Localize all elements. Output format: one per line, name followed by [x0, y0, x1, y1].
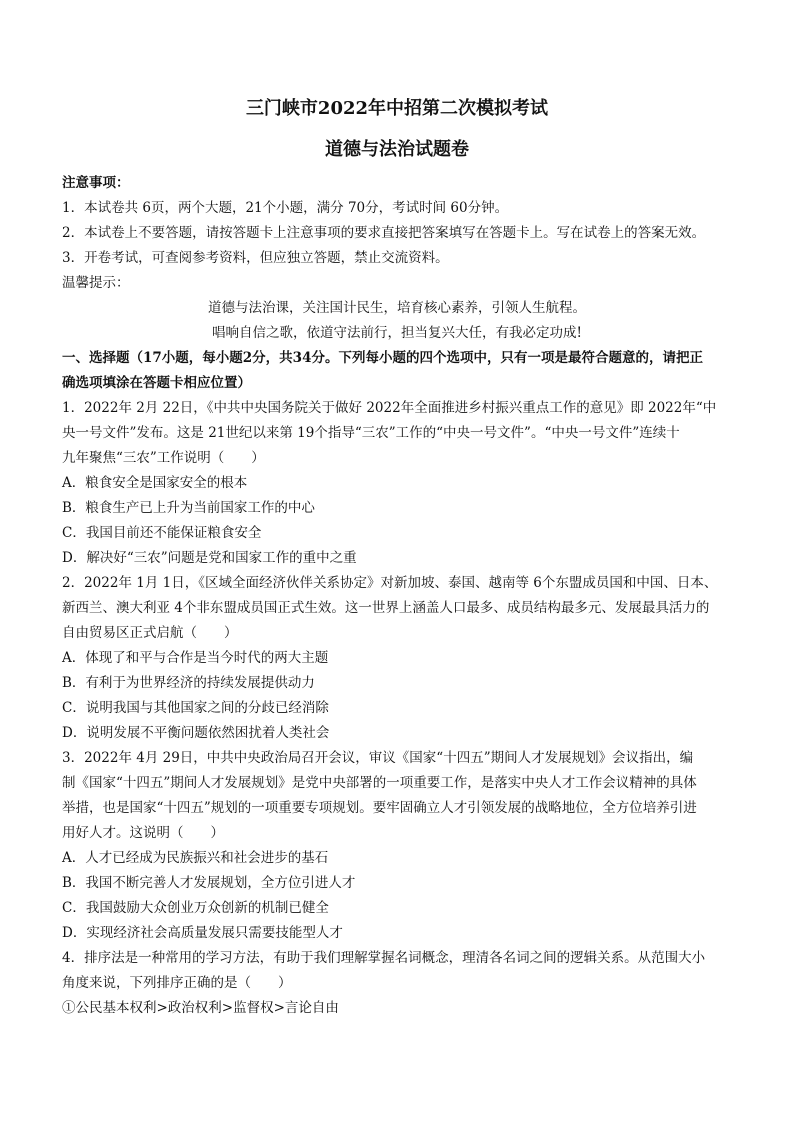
tips-line: 唱响自信之歌，依道守法前行，担当复兴大任，有我必定功成!	[212, 325, 582, 341]
question-stem: 举措，也是国家“十四五”规划的一项重要专项规划。要牢固确立人才引领发展的战略地位，全方位培养引进	[62, 800, 697, 816]
option-b: B．我国不断完善人才发展规划，全方位引进人才	[62, 875, 356, 891]
question-stem: 用好人才。这说明（ ）	[62, 825, 224, 841]
exam-title: 三门峡市2022年中招第二次模拟考试	[245, 98, 549, 119]
option-d: D．说明发展不平衡问题依然困扰着人类社会	[62, 725, 330, 741]
option-d: D．解决好“三农”问题是党和国家工作的重中之重	[62, 550, 357, 566]
question-stem: 2．2022年 1月 1日，《区域全面经济伙伴关系协定》对新加坡、泰国、越南等 6个东盟成员国和中国、日本、	[62, 575, 718, 591]
exam-subtitle: 道德与法治试题卷	[325, 139, 469, 160]
question-stem: 九年聚焦“三农”工作说明（ ）	[62, 450, 265, 466]
option-c: C．我国鼓励大众创业万众创新的机制已健全	[62, 900, 329, 916]
notice-item: 3．开卷考试，可查阅参考资料，但应独立答题，禁止交流资料。	[62, 250, 449, 266]
question-stem: 制《国家“十四五”期间人才发展规划》是党中央部署的一项重要工作，是落实中央人才工作会议精神的具体	[62, 775, 697, 791]
option-b: B．粮食生产已上升为当前国家工作的中心	[62, 500, 315, 516]
option-d: D．实现经济社会高质量发展只需要技能型人才	[62, 925, 343, 941]
tips-heading: 温馨提示：	[62, 275, 130, 291]
notice-item: 2．本试卷上不要答题，请按答题卡上注意事项的要求直接把答案填写在答题卡上。写在试卷上的答案无效。	[62, 225, 706, 241]
notice-item: 1．本试卷共 6页，两个大题，21个小题，满分 70分，考试时间 60分钟。	[62, 200, 509, 216]
notice-heading: 注意事项：	[62, 175, 130, 191]
tips-line: 道德与法治课，关注国计民生，培育核心素养，引领人生航程。	[208, 300, 586, 316]
question-stem: 1．2022年 2月 22日，《中共中央国务院关于做好 2022年全面推进乡村振兴重点工作的意见》即 2022年“中	[62, 400, 717, 416]
question-stem: 央一号文件”发布。这是 21世纪以来第 19个指导“三农”工作的“中央一号文件”。“中央一号文件”连续十	[62, 425, 680, 441]
option-c: C．说明我国与其他国家之间的分歧已经消除	[62, 700, 329, 716]
option-b: B．有利于为世界经济的持续发展提供动力	[62, 675, 315, 691]
question-stem: 角度来说，下列排序正确的是（ ）	[62, 975, 292, 991]
question-stem: 3．2022年 4月 29日，中共中央政治局召开会议，审议《国家“十四五”期间人才发展规划》会议指出，编	[62, 750, 694, 766]
option-a: A．人才已经成为民族振兴和社会进步的基石	[62, 850, 329, 866]
question-stem: 新西兰、澳大利亚 4个非东盟成员国正式生效。这一世界上涵盖人口最多、成员结构最多元、发展最具活力的	[62, 600, 710, 616]
statement-item: ①公民基本权利>政治权利>监督权>言论自由	[62, 1000, 339, 1016]
section-heading: 确选项填涂在答题卡相应位置）	[62, 375, 251, 391]
option-a: A．粮食安全是国家安全的根本	[62, 475, 248, 491]
question-stem: 4．排序法是一种常用的学习方法，有助于我们理解掌握名词概念，理清各名词之间的逻辑关系。从范围大小	[62, 950, 706, 966]
question-stem: 自由贸易区正式启航（ ）	[62, 625, 238, 641]
section-heading: 一、选择题（17小题，每小题2分，共34分。下列每小题的四个选项中，只有一项是最符合题意的，请把正	[62, 350, 703, 366]
option-c: C．我国目前还不能保证粮食安全	[62, 525, 262, 541]
option-a: A．体现了和平与合作是当今时代的两大主题	[62, 650, 329, 666]
